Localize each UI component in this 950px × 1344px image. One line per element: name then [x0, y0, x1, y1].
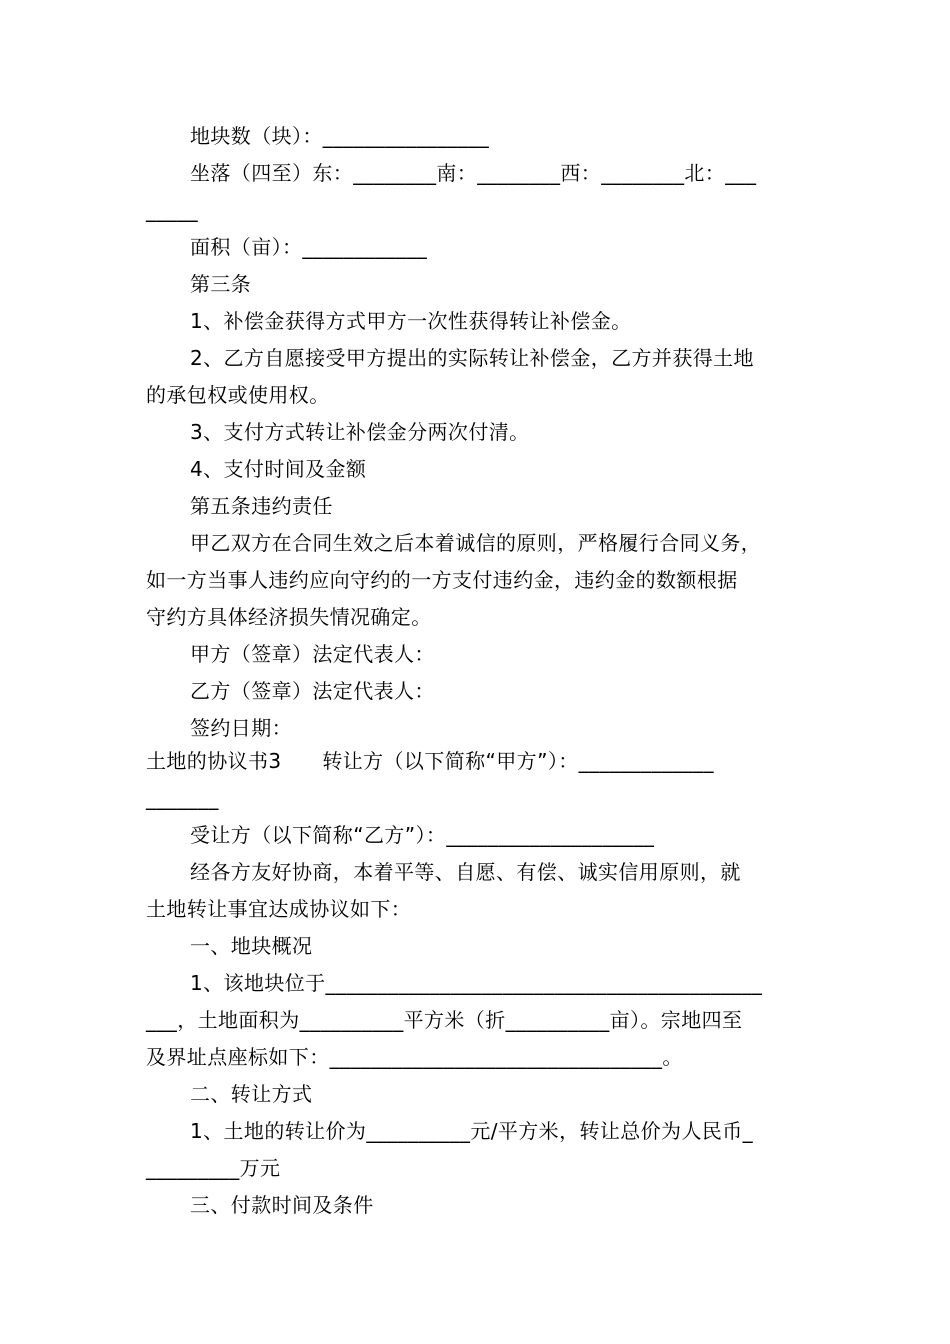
location-boundaries-line: 坐落（四至）东：________南：________西：________北：___ — [190, 161, 757, 185]
preamble-line-2: 土地转让事宜达成协议如下： — [146, 897, 412, 921]
acceptance-clause-continuation: 的承包权或使用权。 — [146, 383, 330, 407]
compensation-method-clause: 1、补偿金获得方式甲方一次性获得转让补偿金。 — [190, 309, 632, 333]
transfer-price-line: 1、土地的转让价为__________元/平方米，转让总价为人民币_ — [190, 1119, 754, 1143]
boundary-coordinates-line: 及界址点座标如下：________________________________。 — [146, 1045, 683, 1069]
acceptance-clause: 2、乙方自愿接受甲方提出的实际转让补偿金，乙方并获得土地 — [190, 346, 754, 370]
transfer-price-continuation: _________万元 — [146, 1156, 281, 1180]
signing-date-line: 签约日期： — [190, 716, 292, 740]
parcel-count-line: 地块数（块）：________________ — [190, 124, 490, 148]
section-three-heading: 三、付款时间及条件 — [190, 1193, 374, 1217]
breach-paragraph-line-2: 如一方当事人违约应向守约的一方支付违约金，违约金的数额根据 — [146, 568, 738, 592]
section-two-heading: 二、转让方式 — [190, 1082, 313, 1106]
breach-paragraph-line-3: 守约方具体经济损失情况确定。 — [146, 605, 432, 629]
breach-paragraph-line-1: 甲乙双方在合同生效之后本着诚信的原则，严格履行合同义务， — [190, 531, 762, 555]
article-three-heading: 第三条 — [190, 272, 252, 296]
article-five-heading: 第五条违约责任 — [190, 494, 333, 518]
payment-method-clause: 3、支付方式转让补偿金分两次付清。 — [190, 420, 530, 444]
preamble-line-1: 经各方友好协商，本着平等、自愿、有偿、诚实信用原则，就 — [190, 860, 741, 884]
transferor-continuation: _______ — [146, 786, 219, 810]
parcel-location-line: 1、该地块位于__________________________________________ — [190, 971, 763, 995]
agreement-three-title-line: 土地的协议书3 转让方（以下简称“甲方”）：_____________ — [146, 749, 714, 773]
location-boundaries-continuation: _____ — [146, 198, 198, 222]
payment-time-clause: 4、支付时间及金额 — [190, 457, 367, 481]
party-b-signature-line: 乙方（签章）法定代表人： — [190, 679, 435, 703]
parcel-area-line: ___，土地面积为__________平方米（折__________亩）。宗地四至 — [146, 1008, 743, 1032]
area-line: 面积（亩）：____________ — [190, 235, 428, 259]
transferee-line: 受让方（以下简称“乙方”）：____________________ — [190, 823, 655, 847]
party-a-signature-line: 甲方（签章）法定代表人： — [190, 642, 435, 666]
section-one-heading: 一、地块概况 — [190, 934, 313, 958]
